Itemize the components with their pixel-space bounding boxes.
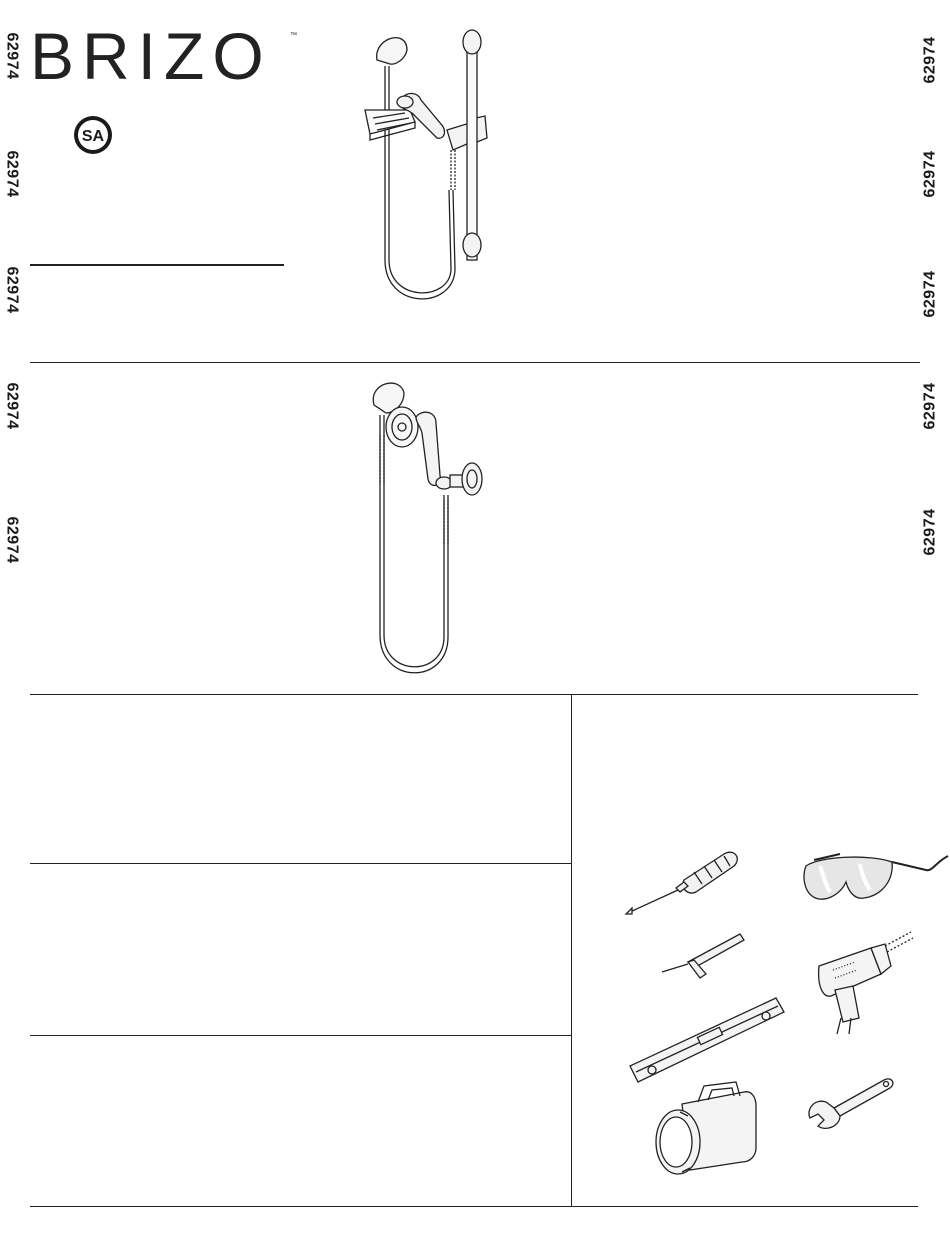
trademark-symbol: ™ xyxy=(290,32,297,39)
safety-glasses-icon xyxy=(800,852,950,914)
header-divider xyxy=(30,264,284,266)
side-model-number-right-4: 62974 xyxy=(921,382,939,430)
flashlight-icon xyxy=(652,1080,762,1176)
side-model-number-right-5: 62974 xyxy=(921,508,939,556)
left-panel-divider-2 xyxy=(30,1035,571,1036)
csa-certification-icon xyxy=(72,114,114,156)
side-model-number-left-4: 62974 xyxy=(3,382,21,430)
screwdriver-icon xyxy=(624,848,744,918)
tools-column-divider xyxy=(571,694,572,1206)
power-drill-icon xyxy=(815,926,915,1036)
wall-mount-hand-shower-illustration xyxy=(360,375,500,680)
hex-key-icon xyxy=(660,932,750,982)
section-divider-1 xyxy=(30,362,920,363)
side-model-number-right-3: 62974 xyxy=(921,270,939,318)
footer-divider xyxy=(30,1206,918,1207)
side-model-number-left-2: 62974 xyxy=(3,150,21,198)
brand-logo: BRIZO xyxy=(30,19,272,93)
certification-mark-text: SA xyxy=(81,128,105,145)
side-model-number-right-1: 62974 xyxy=(921,36,939,84)
side-model-number-left-1: 62974 xyxy=(3,32,21,80)
section-divider-2 xyxy=(30,694,918,695)
side-model-number-right-2: 62974 xyxy=(921,150,939,198)
slide-bar-hand-shower-illustration xyxy=(355,30,505,310)
adjustable-wrench-icon xyxy=(804,1074,896,1134)
level-icon xyxy=(628,994,788,1086)
side-model-number-left-5: 62974 xyxy=(3,516,21,564)
left-panel-divider-1 xyxy=(30,863,571,864)
side-model-number-left-3: 62974 xyxy=(3,266,21,314)
